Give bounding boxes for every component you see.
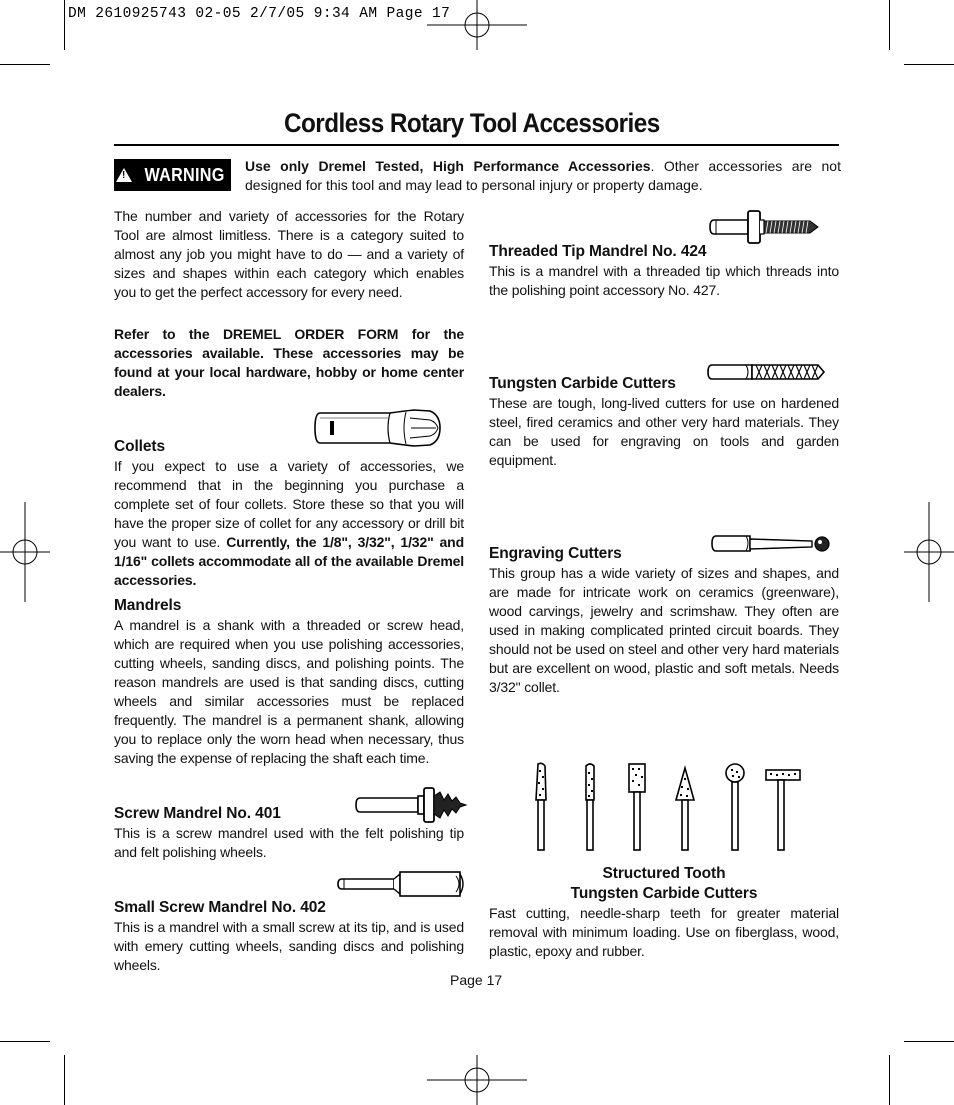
- engraving-section: [489, 544, 839, 697]
- cutter-3: [629, 764, 645, 850]
- registration-mark-left: [0, 502, 50, 602]
- registration-mark-right: [904, 502, 954, 602]
- structured-tooth-cutters-illustration: [530, 760, 810, 855]
- warning-bold-text: Use only Dremel Tested, High Performance Accessories: [245, 158, 651, 174]
- crop-mark: [64, 1055, 65, 1105]
- registration-mark-bottom: [427, 1055, 527, 1105]
- warning-label: WARNING: [144, 164, 225, 185]
- printer-slug: DM 2610925743 02-05 2/7/05 9:34 AM Page 17: [68, 6, 451, 22]
- cutter-2: [586, 764, 594, 850]
- structured-section: [489, 864, 839, 961]
- crop-mark: [889, 0, 890, 50]
- mandrels-paragraph: A mandrel is a shank with a threaded or screw head, which are required when you use polishing accessories, cutting wheels, sanding discs, and polishing points. The reason mandrels are used is that sanding discs, cutting wheels and similar accessories must be replaced frequently. The mandrel is a permanent shank, allowing you to replace only the worn head when necessary, thus saving the expense of replacing the shaft each time.: [114, 617, 464, 766]
- screw-mandrel-section: [114, 804, 464, 862]
- page-title: Cordless Rotary Tool Accessories: [284, 108, 660, 138]
- small-screw-mandrel-heading: Small Screw Mandrel No. 402: [114, 899, 326, 916]
- registration-mark-top: [427, 0, 527, 50]
- cutter-5: [726, 764, 744, 850]
- structured-heading-line1: Structured Tooth: [602, 865, 726, 882]
- crop-mark: [904, 64, 954, 65]
- engraving-paragraph: This group has a wide variety of sizes and shapes, and are made for intricate work on ceramics (greenware), wood carvings, jewelry and scrimshaw. They often are used in making complicated printed circuit boards. They should not be used on steel and other very hard materials but are excellent on wood, plastic and soft metals. Needs 3/32" collet.: [489, 565, 839, 695]
- warning-badge: [114, 159, 231, 191]
- crop-mark: [0, 1041, 50, 1042]
- crop-mark: [64, 0, 65, 50]
- tungsten-paragraph: These are tough, long-lived cutters for use on hardened steel, fired ceramics and other very hard materials. They can be used for engraving on tools and garden equipment.: [489, 395, 839, 468]
- refer-bold-text: Refer to the DREMEL ORDER FORM for the accessories available. These accessories may be found at your local hardware, hobby or home center dealers.: [114, 326, 464, 399]
- cutter-1: [536, 763, 546, 850]
- collets-section: [114, 437, 464, 590]
- page-number: Page 17: [450, 972, 503, 988]
- tungsten-heading: Tungsten Carbide Cutters: [489, 375, 676, 392]
- crop-mark: [0, 64, 50, 65]
- collets-text: If you expect to use a variety of accessories, we recommend that in the beginning you purchase a complete set of four collets. Store these so that you will have the proper size of collet for any accessory or drill bit you want to use.: [114, 458, 464, 550]
- threaded-tip-heading: Threaded Tip Mandrel No. 424: [489, 243, 707, 260]
- warning-text: [245, 157, 841, 195]
- screw-mandrel-paragraph: This is a screw mandrel used with the felt polishing tip and felt polishing wheels.: [114, 825, 464, 860]
- mandrels-heading: Mandrels: [114, 597, 182, 614]
- crop-mark: [889, 1055, 890, 1105]
- warning-triangle-icon: [116, 168, 132, 182]
- cutter-4: [676, 768, 694, 850]
- collets-paragraph: [114, 457, 464, 590]
- intro-paragraph: The number and variety of accessories for the Rotary Tool are almost limitless. There is a category suited to almost any job you might have to do — and a variety of sizes and shapes within each category which enables you to get the perfect accessory for every need.: [114, 208, 464, 300]
- small-screw-mandrel-paragraph: This is a mandrel with a small screw at its tip, and is used with emery cutting wheels, sanding discs and polishing wheels.: [114, 919, 464, 973]
- cutter-6: [766, 770, 800, 850]
- refer-block: [114, 325, 464, 401]
- refer-paragraph: [114, 325, 464, 401]
- intro-block: [114, 207, 464, 302]
- small-screw-mandrel-illustration: [338, 870, 468, 898]
- mandrels-section: [114, 596, 464, 768]
- small-screw-mandrel-section: [114, 898, 464, 975]
- collets-bold-text: Currently, the 1/8", 3/32", 1/32" and 1/16" collets accommodate all of the available Dremel accessories.: [114, 534, 464, 588]
- threaded-tip-section: [489, 242, 839, 300]
- warning-body-text: . Other accessories are not designed for this tool and may lead to personal injury or property damage.: [245, 158, 841, 193]
- structured-paragraph: Fast cutting, needle-sharp teeth for greater material removal with minimum loading. Use on fiberglass, wood, plastic, epoxy and rubber.: [489, 905, 839, 959]
- threaded-tip-paragraph: This is a mandrel with a threaded tip which threads into the polishing point accessory No. 427.: [489, 263, 839, 298]
- crop-mark: [904, 1041, 954, 1042]
- structured-heading-line2: Tungsten Carbide Cutters: [570, 885, 758, 902]
- screw-mandrel-heading: Screw Mandrel No. 401: [114, 805, 281, 822]
- title-rule: [114, 144, 839, 146]
- collets-heading: Collets: [114, 438, 165, 455]
- threaded-tip-mandrel-illustration: [710, 210, 822, 244]
- engraving-heading: Engraving Cutters: [489, 545, 622, 562]
- tungsten-section: [489, 374, 839, 470]
